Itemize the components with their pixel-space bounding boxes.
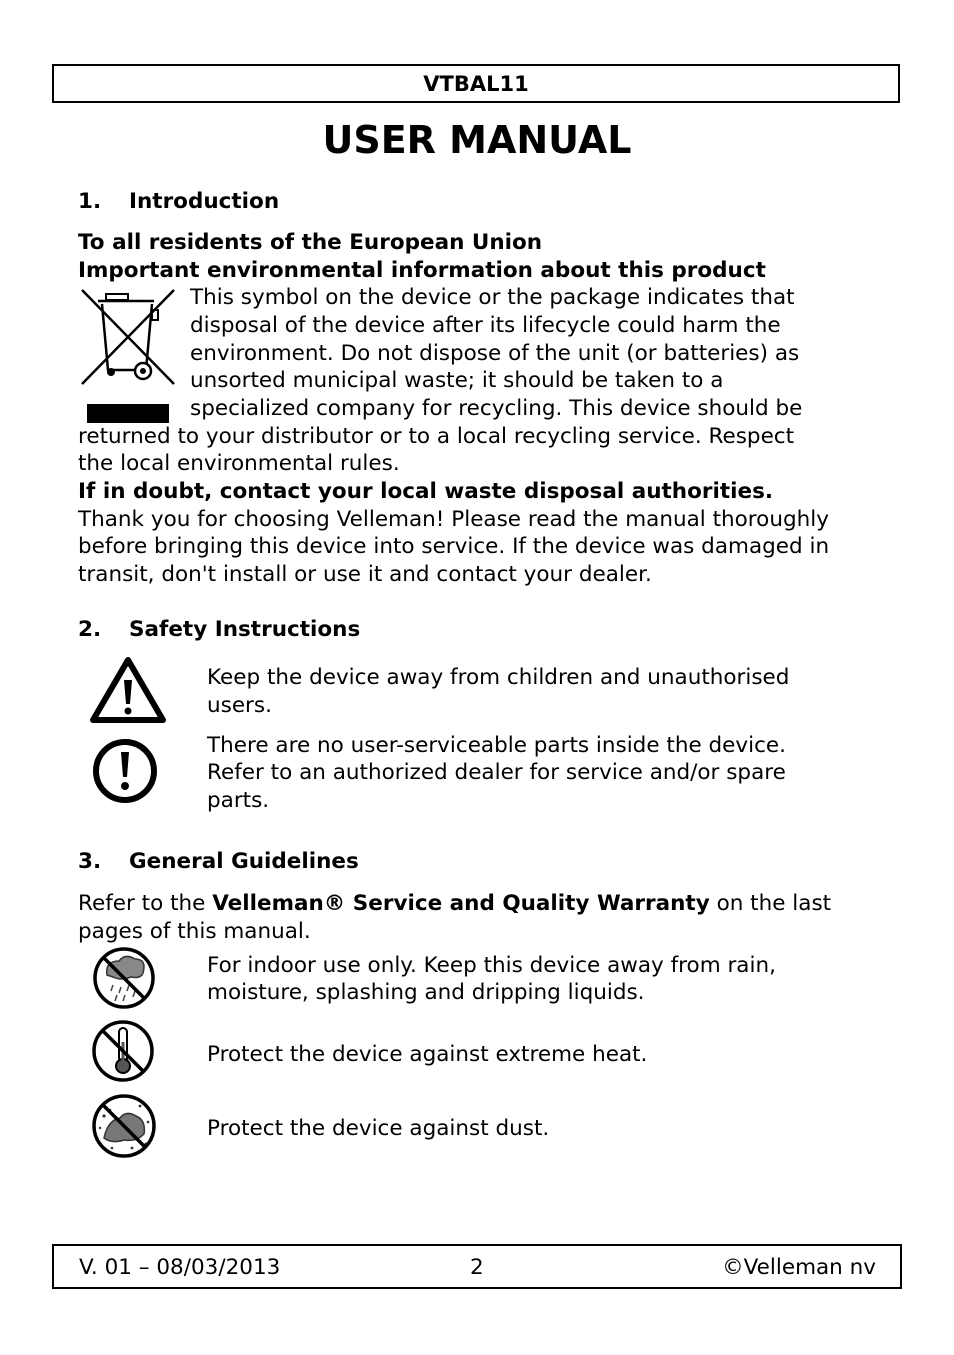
- header-box: [52, 64, 900, 103]
- intro-line: environment. Do not dispose of the unit (or batteries) as: [190, 341, 800, 366]
- warning-triangle-icon: [90, 656, 166, 724]
- environment-info-heading: Important environmental information about this product: [78, 258, 766, 283]
- warranty-title: Velleman® Service and Quality Warranty: [212, 891, 710, 916]
- guideline-line: Protect the device against dust.: [207, 1116, 550, 1141]
- intro-line: specialized company for recycling. This device should be: [190, 396, 803, 421]
- warranty-text-pre: Refer to the: [78, 891, 213, 916]
- safety-line: There are no user-serviceable parts inside the device.: [207, 733, 786, 758]
- thanks-line: Thank you for choosing Velleman! Please read the manual thoroughly: [78, 507, 829, 532]
- intro-line: unsorted municipal waste; it should be taken to a: [190, 368, 724, 393]
- section-title: Safety Instructions: [129, 617, 361, 642]
- thanks-line: transit, don't install or use it and contact your dealer.: [78, 562, 652, 587]
- intro-line: returned to your distributor or to a local recycling service. Respect: [78, 424, 795, 449]
- safety-line: users.: [207, 693, 272, 718]
- warranty-reference-line2: pages of this manual.: [78, 919, 311, 944]
- thanks-line: before bringing this device into service. If the device was damaged in: [78, 534, 830, 559]
- eu-residents-heading: To all residents of the European Union: [78, 230, 543, 255]
- section-title: Introduction: [129, 189, 280, 214]
- intro-line: disposal of the device after its lifecycle could harm the: [190, 313, 781, 338]
- section-number: 1.: [78, 189, 102, 214]
- no-heat-icon: [90, 1018, 156, 1084]
- section-number: 3.: [78, 849, 102, 874]
- guideline-line: Protect the device against extreme heat.: [207, 1042, 648, 1067]
- no-dust-icon: [90, 1092, 158, 1160]
- safety-line: parts.: [207, 788, 270, 813]
- section-heading-safety: [78, 616, 360, 644]
- exclamation-circle-icon: [90, 737, 160, 805]
- model-number: VTBAL11: [423, 72, 529, 96]
- page-title: USER MANUAL: [322, 118, 632, 162]
- no-rain-icon: [91, 945, 157, 1011]
- version-date: V. 01 – 08/03/2013: [79, 1255, 281, 1280]
- safety-line: Refer to an authorized dealer for service and/or spare: [207, 760, 786, 785]
- footer-box: [52, 1244, 902, 1289]
- safety-line: Keep the device away from children and unauthorised: [207, 665, 790, 690]
- guideline-line: For indoor use only. Keep this device away from rain,: [207, 953, 776, 978]
- section-heading-introduction: [78, 188, 279, 216]
- crossed-out-bin-icon: [80, 286, 176, 426]
- page-number: 2: [470, 1255, 484, 1280]
- intro-line: This symbol on the device or the package indicates that: [190, 285, 795, 310]
- disposal-authorities-note: If in doubt, contact your local waste disposal authorities.: [78, 479, 774, 504]
- intro-line: the local environmental rules.: [78, 451, 400, 476]
- section-title: General Guidelines: [129, 849, 359, 874]
- section-heading-guidelines: [78, 848, 359, 876]
- warranty-reference: [78, 890, 831, 918]
- warranty-text-post: on the last: [709, 891, 832, 916]
- section-number: 2.: [78, 617, 102, 642]
- copyright: ©Velleman nv: [722, 1255, 876, 1280]
- guideline-line: moisture, splashing and dripping liquids.: [207, 980, 645, 1005]
